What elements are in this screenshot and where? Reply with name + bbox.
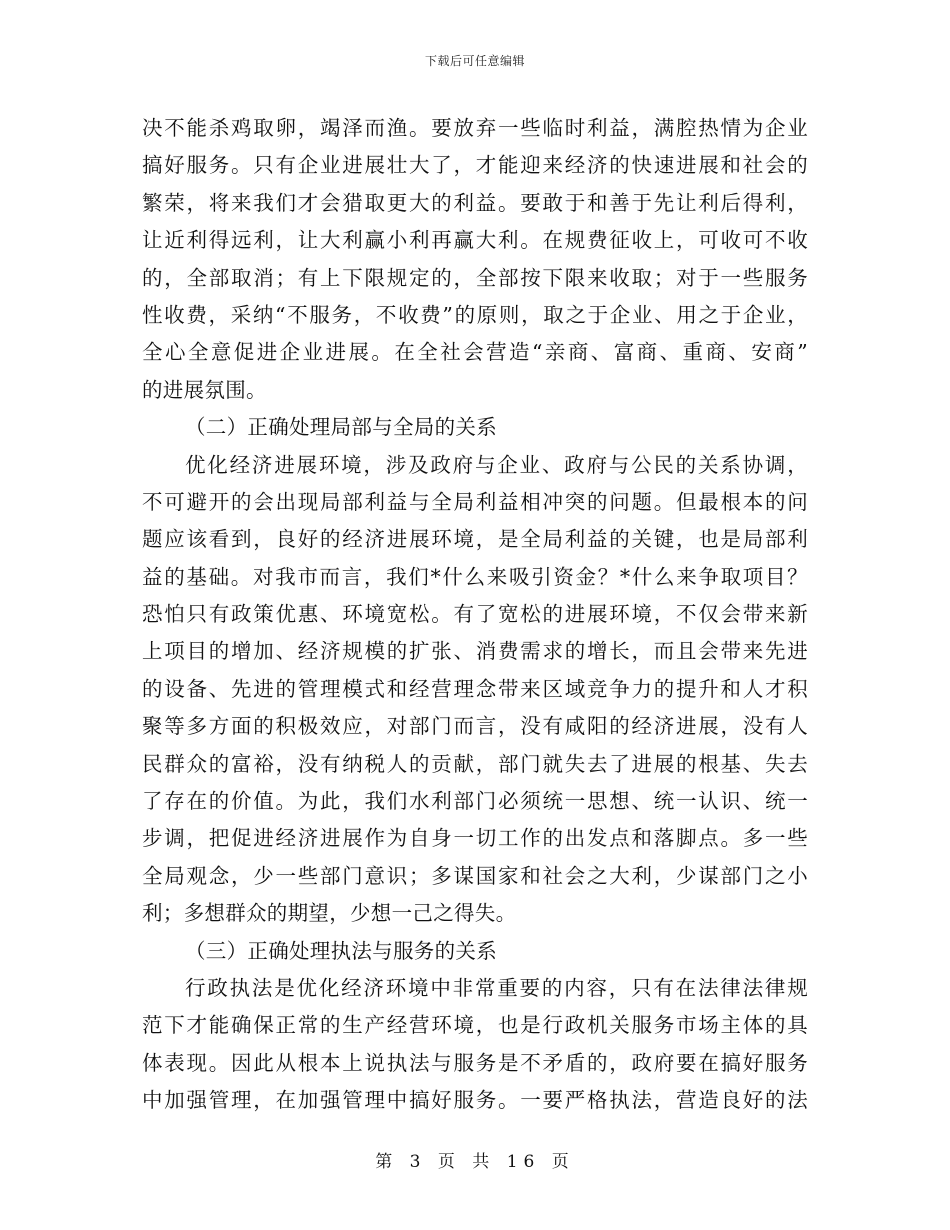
text-line: 的进展氛围。 [142,377,267,402]
text-line: 的设备、先进的管理模式和经营理念带来区域竞争力的提升和人才积 [142,676,808,701]
document-body [142,110,808,1120]
text-line: 聚等多方面的积极效应，对部门而言，没有咸阳的经济进展，没有人 [142,714,808,739]
text-line: 益的基础。对我市而言，我们*什么来吸引资金？*什么来争取项目？ [142,564,808,589]
text-line: 不可避开的会出现局部利益与全局利益相冲突的问题。但最根本的问 [142,489,808,514]
text-line: 体表现。因此从根本上说执法与服务是不矛盾的，政府要在搞好服务 [142,1050,808,1075]
text-line: 的，全部取消；有上下限规定的，全部按下限来收取；对于一些服务 [142,265,808,290]
text-line: 繁荣，将来我们才会猎取更大的利益。要敢于和善于先让利后得利， [142,190,808,215]
text-line: 了存在的价值。为此，我们水利部门必须统一思想、统一认识、统一 [142,789,808,814]
page-number: 第 3 页 共 16 页 [375,1152,575,1172]
text-line: 利；多想群众的期望，少想一己之得失。 [142,901,517,926]
text-line: 行政执法是优化经济环境中非常重要的内容，只有在法律法律规 [185,975,808,1000]
text-line: 范下才能确保正常的生产经营环境，也是行政机关服务市场主体的具 [142,1013,808,1038]
text-line: 全心全意促进企业进展。在全社会营造“亲商、富商、重商、安商” [142,340,808,365]
section-heading: （三）正确处理执法与服务的关系 [185,938,497,963]
text-line: 优化经济进展环境，涉及政府与企业、政府与公民的关系协调， [185,452,808,477]
text-line: 搞好服务。只有企业进展壮大了，才能迎来经济的快速进展和社会的 [142,153,808,178]
text-line: 性收费，采纳“不服务，不收费”的原则，取之于企业、用之于企业， [142,302,808,327]
text-line: 民群众的富裕，没有纳税人的贡献，部门就失去了进展的根基、失去 [142,751,808,776]
text-line: 恐怕只有政策优惠、环境宽松。有了宽松的进展环境，不仅会带来新 [142,602,808,627]
section-heading: （二）正确处理局部与全局的关系 [185,415,497,440]
text-line: 题应该看到，良好的经济进展环境，是全局利益的关键，也是局部利 [142,527,808,552]
text-line: 决不能杀鸡取卵，竭泽而渔。要放弃一些临时利益，满腔热情为企业 [142,116,808,140]
text-line: 中加强管理，在加强管理中搞好服务。一要严格执法，营造良好的法 [142,1088,808,1113]
text-line: 全局观念，少一些部门意识；多谋国家和社会之大利，少谋部门之小 [142,863,808,888]
page-header-note: 下载后可任意编辑 [424,54,525,68]
text-line: 步调，把促进经济进展作为自身一切工作的出发点和落脚点。多一些 [142,826,808,851]
text-line: 上项目的增加、经济规模的扩张、消费需求的增长，而且会带来先进 [142,639,808,664]
text-line: 让近利得远利，让大利赢小利再赢大利。在规费征收上，可收可不收 [142,228,808,253]
